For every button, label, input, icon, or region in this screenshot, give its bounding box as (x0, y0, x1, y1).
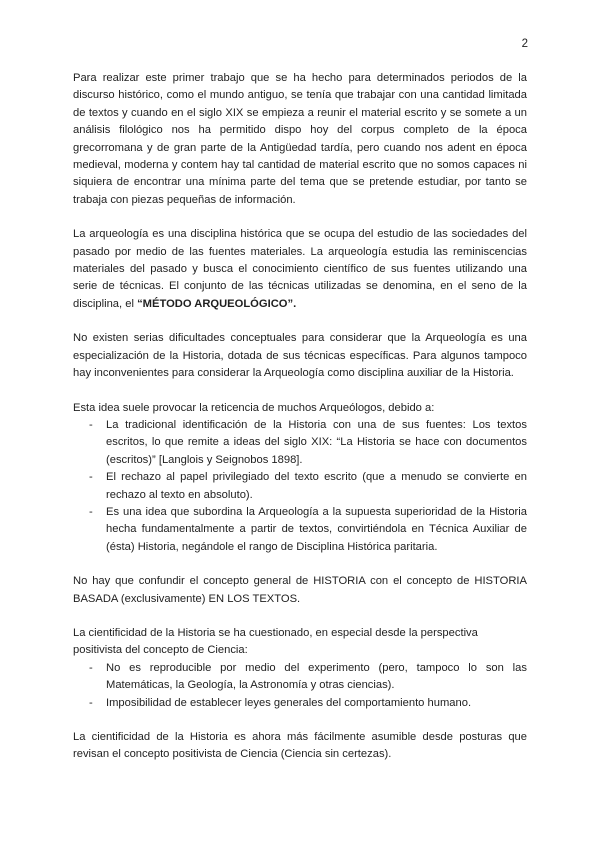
paragraph-scientificity-intro: La cientificidad de la Historia se ha cuestionado, en especial desde la perspectiva positivista del concepto de Ciencia: (73, 626, 478, 657)
list-item: - La tradicional identificación de la Historia con una de sus fuentes: Los textos escritos, lo que remite a ideas del siglo XIX: “La Historia se hace con documentos (escritos)” [Langlois y Seignobos 1898]. (73, 417, 527, 469)
document-body (73, 70, 527, 781)
list-item: - No es reproducible por medio del experimento (pero, tampoco lo son las Matemáticas, la Geología, la Astronomía y otras ciencias). (73, 660, 527, 695)
paragraph-archaeology-definition (73, 226, 527, 313)
page-number: 2 (521, 38, 528, 50)
archaeological-method-term: “MÉTODO ARQUEOLÓGICO”. (137, 297, 297, 310)
reticence-list (73, 417, 527, 556)
list-item: - Imposibilidad de establecer leyes generales del comportamiento humano. (73, 695, 527, 712)
scientificity-list (73, 660, 527, 712)
paragraph-scientificity-conclusion: La cientificidad de la Historia es ahora más fácilmente asumible desde posturas que revisan el concepto positivista de Ciencia (Ciencia sin certezas). (73, 731, 527, 761)
list-item: - El rechazo al papel privilegiado del texto escrito (que a menudo se convierte en rechazo al texto en absoluto). (73, 469, 527, 504)
list-item: - Es una idea que subordina la Arqueología a la supuesta superioridad de la Historia hecha fundamentalmente a partir de textos, convirtiéndola en Técnica Auxiliar de (ésta) Historia, negándole el rango de Disciplina Histórica paritaria. (73, 504, 527, 556)
paragraph-reticence-intro: Esta idea suele provocar la reticencia de muchos Arqueólogos, debido a: (73, 401, 435, 414)
paragraph-specialization: No existen serias dificultades conceptuales para considerar que la Arqueología es una especialización de la Historia, dotada de sus técnicas específicas. Para algunos tampoco hay inconvenientes para considerar la Arqueología como disciplina auxiliar de la Historia. (73, 332, 527, 380)
paragraph-history-concept: No hay que confundir el concepto general de HISTORIA con el concepto de HISTORIA BASADA (exclusivamente) EN LOS TEXTOS. (73, 575, 527, 605)
archaeology-definition-text: La arqueología es una disciplina histórica que se ocupa del estudio de las sociedades del pasado por medio de las fuentes materiales. La arqueología estudia las reminiscencias materiales del pasado y busca el conocimiento científico de sus fuentes utilizando una serie de técnicas. El conjunto de las técnicas utilizadas se denomina, en el seno de la disciplina, el (73, 228, 527, 310)
paragraph-written-sources: Para realizar este primer trabajo que se ha hecho para determinados periodos de la discurso histórico, como el mundo antiguo, se tenía que trabajar con una cantidad limitada de textos y cuando en el siglo XIX se empieza a reunir el material escrito y se somete a un análisis filológico nos ha permitido dispo hoy del corpus completo de la época grecorromana y de gran parte de la Antigüedad tardía, pero cuando nos adent en época medieval, moderna y contem hay tal cantidad de material escrito que no somos capaces ni siquiera de encontrar una mínima parte del tema que se pretende estudiar, por tanto se trabaja con piezas pequeñas de información. (73, 72, 527, 206)
